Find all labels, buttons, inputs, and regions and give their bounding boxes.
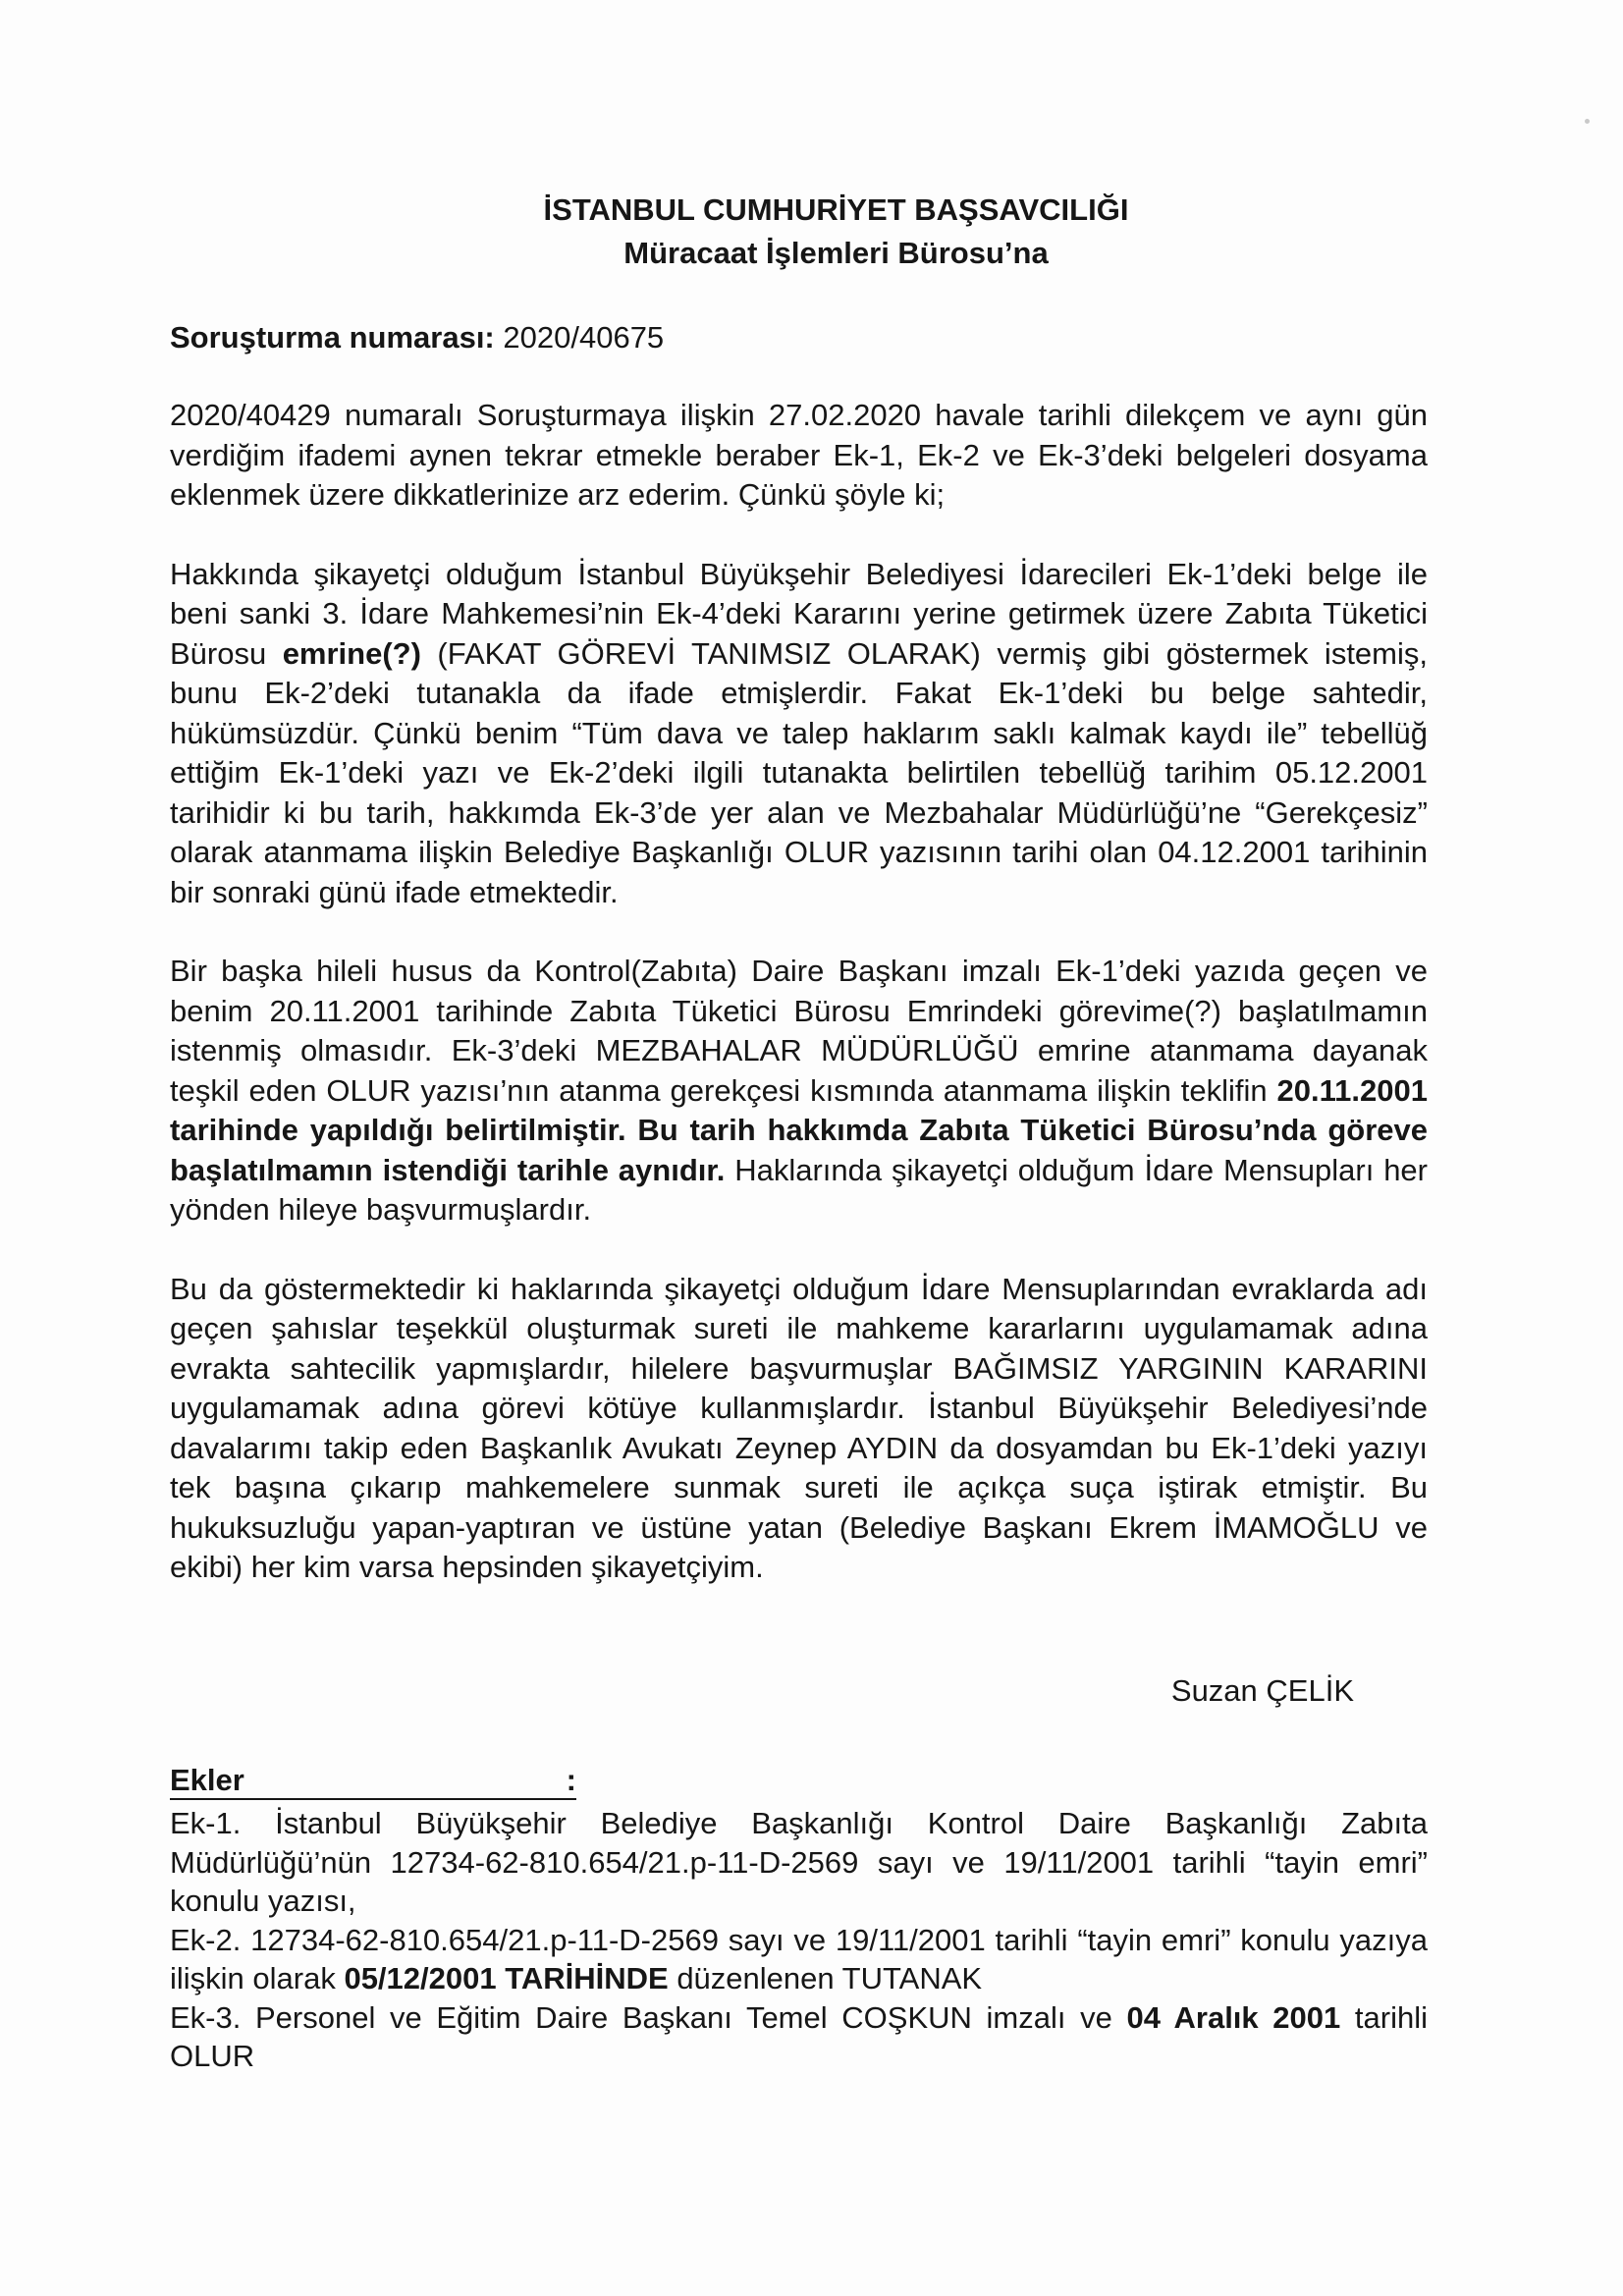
paragraph-3-text-a: Bir başka hileli husus da Kontrol(Zabıta) Daire Başkanı imzalı Ek-1’deki yazıda geçen ve benim 20.11.2001 tarihinde Zabıta Tüketici Bürosu Emrindeki görevime(?) başlatılmamın istenmiş olmasıdır. Ek-3’deki MEZBAHALAR MÜDÜRLÜĞÜ emrine atanmama dayanak teşkil eden OLUR yazısı’nın atanma gerekçesi kısmında atanmama ilişkin teklifin — [170, 954, 1428, 1108]
annex-heading-colon: : — [566, 1763, 576, 1797]
annex-heading-label: Ekler — [170, 1763, 244, 1797]
paragraph-3-emphasis: 20.11.2001 tarihinde yapıldığı belirtilmiştir. Bu tarih hakkımda Zabıta Tüketici Bürosu’nda göreve başlatılmamın istendiği tarihle aynıdır. — [170, 1072, 1428, 1187]
letter-body — [170, 396, 1428, 1588]
paragraph-2-text-a: Hakkında şikayetçi olduğum İstanbul Büyükşehir Belediyesi İdarecileri Ek-1’deki belge ile beni sanki 3. İdare Mahkemesi’nin Ek-4’deki Kararını yerine getirmek üzere Zabıta Tüketici Bürosu — [170, 556, 1428, 671]
annex-item-2-text-c: düzenlenen TUTANAK — [668, 1961, 983, 1995]
paragraph-2-text-c: (FAKAT GÖREVİ TANIMSIZ OLARAK) vermiş gibi göstermek istemiş, bunu Ek-2’deki tutanakla da ifade etmişlerdir. Fakat Ek-1’deki bu belge sahtedir, hükümsüzdür. Çünkü benim “Tüm dava ve talep haklarım saklı kalmak kaydı ile” tebellüğ ettiğim Ek-1’deki yazı ve Ek-2’deki ilgili tutanakta belirtilen tebellüğ tarihim 05.12.2001 tarihidir ki bu tarih, hakkımda Ek-3’de yer alan ve Mezbahalar Müdürlüğü’ne “Gerekçesiz” olarak atanmama ilişkin Belediye Başkanlığı OLUR yazısının tarihi olan 04.12.2001 tarihinin bir sonraki günü ifade etmektedir. — [170, 635, 1428, 909]
case-number-label: Soruşturma numarası: — [170, 320, 495, 355]
annex-item-2 — [170, 1921, 1428, 1998]
addressee-title: İSTANBUL CUMHURİYET BAŞSAVCILIĞI — [543, 192, 1129, 227]
paragraph-3 — [170, 952, 1428, 1230]
signer-name: Suzan ÇELİK — [1170, 1673, 1354, 1708]
annex-heading — [170, 1763, 576, 1800]
addressee-office: Müracaat İşlemleri Bürosu’na — [623, 236, 1049, 270]
annex-item-2-emphasis: 05/12/2001 TARİHİNDE — [344, 1961, 669, 1995]
annex-item-3-emphasis: 04 Aralık 2001 — [1126, 1999, 1341, 2035]
annex-item-3-text-a: Ek-3. Personel ve Eğitim Daire Başkanı Temel COŞKUN imzalı ve — [170, 1999, 1127, 2035]
annex-list — [170, 1763, 1428, 2076]
letter-header — [0, 189, 1623, 275]
case-number-value: 2020/40675 — [503, 320, 665, 355]
annex-item-1: Ek-1. İstanbul Büyükşehir Belediye Başkanlığı Kontrol Daire Başkanlığı Zabıta Müdürlüğü’nün 12734-62-810.654/21.p-11-D-2569 sayı ve 19/11/2001 tarihli “tayin emri” konulu yazısı, — [170, 1806, 1428, 1918]
annex-item-2-text-a: Ek-2. 12734-62-810.654/21.p-11-D-2569 sayı ve 19/11/2001 tarihli “tayin emri” konulu yazıya ilişkin olarak — [170, 1922, 1428, 1995]
paragraph-4: Bu da göstermektedir ki haklarında şikayetçi olduğum İdare Mensuplarından evraklarda adı geçen şahıslar teşekkül oluşturmak sureti ile mahkeme kararlarını uygulamamak adına evrakta sahtecilik yapmışlardır, hilelere başvurmuşlar BAĞIMSIZ YARGININ KARARINI uygulamamak adına görevi kötüye kullanmışlardır. İstanbul Büyükşehir Belediyesi’nde davalarımı takip eden Başkanlık Avukatı Zeynep AYDIN da dosyamdan bu Ek-1’deki yazıyı tek başına çıkarıp mahkemelere sunmak sureti ile açıkça suça iştirak etmiştir. Bu hukuksuzluğu yapan-yaptıran ve üstüne yatan (Belediye Başkanı Ekrem İMAMOĞLU ve ekibi) her kim varsa hepsinden şikayetçiyim. — [170, 1271, 1428, 1584]
paragraph-3-text-c: Haklarında şikayetçi olduğum İdare Mensupları her yönden hileye başvurmuşlardır. — [170, 1152, 1428, 1227]
paragraph-2 — [170, 555, 1428, 913]
scan-speck — [1585, 119, 1590, 124]
annex-item-3 — [170, 1998, 1428, 2076]
paragraph-2-emphasis: emrine(?) — [282, 635, 421, 671]
paragraph-1: 2020/40429 numaralı Soruşturmaya ilişkin 27.02.2020 havale tarihli dilekçem ve aynı gün verdiğim ifademi aynen tekrar etmekle beraber Ek-1, Ek-2 ve Ek-3’deki belgeleri dosyama eklenmek üzere dikkatlerinize arz ederim. Çünkü şöyle ki; — [170, 398, 1428, 512]
case-number-line — [170, 316, 664, 359]
annex-item-3-text-c: tarihli OLUR — [170, 1999, 1428, 2073]
